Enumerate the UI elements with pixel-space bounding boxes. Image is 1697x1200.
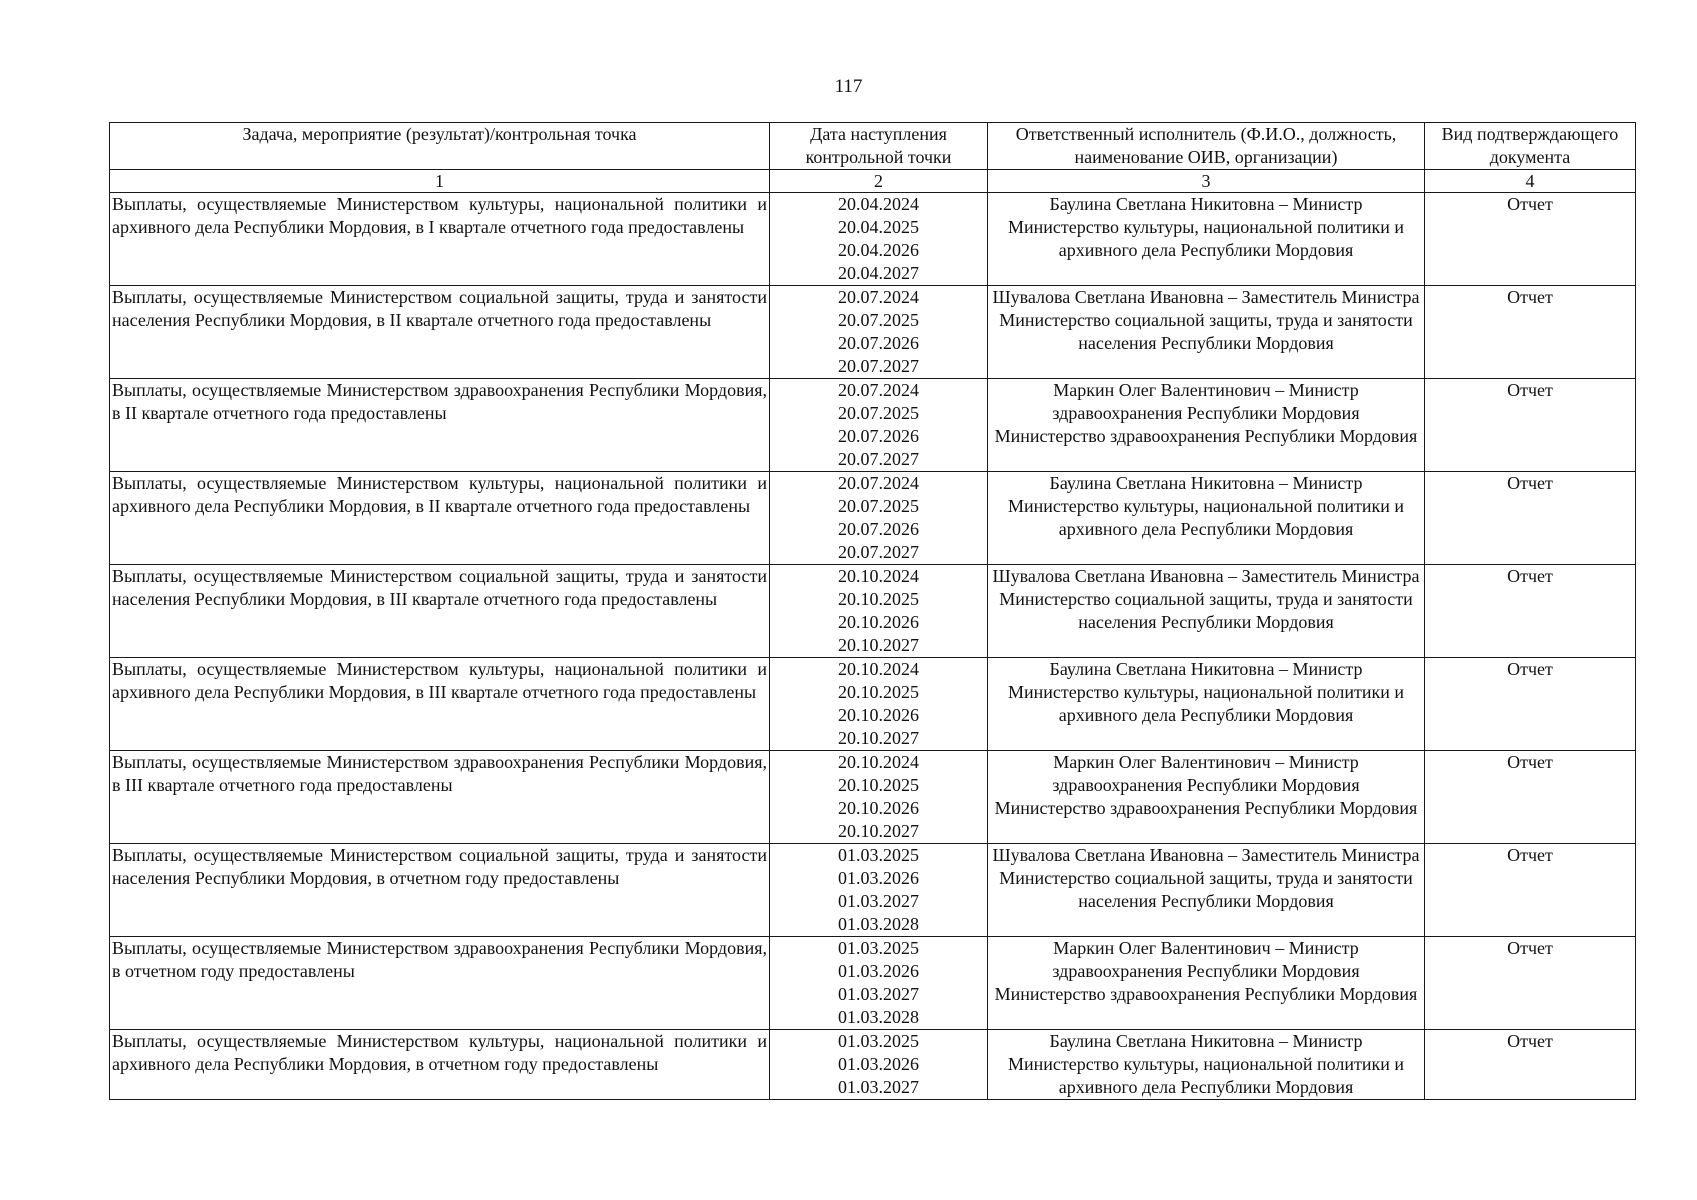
column-number-row: [110, 170, 1636, 193]
task-cell: Выплаты, осуществляемые Министерством культуры, национальной политики и архивного дела Республики Мордовия, в I квартале отчетного года предоставлены: [110, 193, 770, 286]
responsible-cell: [988, 193, 1425, 286]
responsible-cell: [988, 565, 1425, 658]
responsible-person: Маркин Олег Валентинович – Министр здравоохранения Республики Мордовия: [1052, 380, 1360, 423]
control-date: 01.03.2026: [838, 868, 919, 888]
control-date: 01.03.2027: [838, 1077, 919, 1097]
task-cell: Выплаты, осуществляемые Министерством здравоохранения Республики Мордовия, в отчетном году предоставлены: [110, 937, 770, 1030]
control-date: 20.07.2025: [838, 496, 919, 516]
header-document: Вид подтверждающего документа: [1425, 123, 1636, 170]
table-row: [110, 1030, 1636, 1100]
responsible-organization: Министерство культуры, национальной политики и архивного дела Республики Мордовия: [1007, 1054, 1405, 1097]
dates-cell: [770, 1030, 988, 1100]
task-cell: Выплаты, осуществляемые Министерством социальной защиты, труда и занятости населения Республики Мордовия, в II квартале отчетного года предоставлены: [110, 286, 770, 379]
header-responsible: Ответственный исполнитель (Ф.И.О., должность, наименование ОИВ, организации): [988, 123, 1425, 170]
column-number: 2: [770, 170, 988, 193]
control-date: 01.03.2027: [838, 984, 919, 1004]
control-date: 20.10.2024: [838, 752, 919, 772]
responsible-organization: Министерство здравоохранения Республики Мордовия: [994, 798, 1418, 818]
task-cell: Выплаты, осуществляемые Министерством культуры, национальной политики и архивного дела Республики Мордовия, в II квартале отчетного года предоставлены: [110, 472, 770, 565]
document-type-cell: Отчет: [1425, 844, 1636, 937]
control-date: 20.10.2027: [838, 728, 919, 748]
table-row: [110, 286, 1636, 379]
responsible-cell: [988, 1030, 1425, 1100]
responsible-organization: Министерство культуры, национальной политики и архивного дела Республики Мордовия: [1007, 496, 1405, 539]
dates-cell: [770, 751, 988, 844]
dates-cell: [770, 472, 988, 565]
control-date: 20.07.2024: [838, 380, 919, 400]
dates-cell: [770, 193, 988, 286]
control-date: 20.10.2024: [838, 566, 919, 586]
document-type-cell: Отчет: [1425, 193, 1636, 286]
control-date: 20.07.2026: [838, 519, 919, 539]
dates-cell: [770, 937, 988, 1030]
control-date: 20.10.2027: [838, 635, 919, 655]
responsible-person: Баулина Светлана Никитовна – Министр: [1049, 1031, 1363, 1051]
document-type-cell: Отчет: [1425, 937, 1636, 1030]
control-date: 01.03.2026: [838, 961, 919, 981]
table-body: [110, 193, 1636, 1100]
control-date: 20.10.2025: [838, 589, 919, 609]
control-date: 01.03.2028: [838, 914, 919, 934]
control-date: 20.10.2027: [838, 821, 919, 841]
table-row: [110, 193, 1636, 286]
table-row: [110, 379, 1636, 472]
dates-cell: [770, 658, 988, 751]
header-task: Задача, мероприятие (результат)/контрольная точка: [110, 123, 770, 170]
document-type-cell: Отчет: [1425, 379, 1636, 472]
control-date: 20.07.2025: [838, 310, 919, 330]
responsible-organization: Министерство здравоохранения Республики Мордовия: [994, 426, 1418, 446]
document-type-cell: Отчет: [1425, 751, 1636, 844]
responsible-organization: Министерство культуры, национальной политики и архивного дела Республики Мордовия: [1007, 217, 1405, 260]
table-row: [110, 844, 1636, 937]
responsible-organization: Министерство культуры, национальной политики и архивного дела Республики Мордовия: [1007, 682, 1405, 725]
responsible-person: Шувалова Светлана Ивановна – Заместитель Министра: [992, 287, 1420, 307]
task-cell: Выплаты, осуществляемые Министерством социальной защиты, труда и занятости населения Республики Мордовия, в III квартале отчетного года предоставлены: [110, 565, 770, 658]
control-date: 20.10.2025: [838, 682, 919, 702]
responsible-person: Шувалова Светлана Ивановна – Заместитель Министра: [992, 845, 1420, 865]
responsible-cell: [988, 937, 1425, 1030]
control-date: 20.04.2025: [838, 217, 919, 237]
responsible-cell: [988, 472, 1425, 565]
control-date: 01.03.2028: [838, 1007, 919, 1027]
dates-cell: [770, 286, 988, 379]
control-date: 20.10.2024: [838, 659, 919, 679]
control-date: 20.07.2027: [838, 356, 919, 376]
responsible-cell: [988, 844, 1425, 937]
table-row: [110, 937, 1636, 1030]
control-date: 20.04.2024: [838, 194, 919, 214]
control-date: 20.07.2025: [838, 403, 919, 423]
control-date: 20.07.2024: [838, 287, 919, 307]
table-row: [110, 751, 1636, 844]
control-date: 20.10.2026: [838, 705, 919, 725]
control-points-table: [109, 122, 1636, 1100]
dates-cell: [770, 844, 988, 937]
task-cell: Выплаты, осуществляемые Министерством здравоохранения Республики Мордовия, в II квартале отчетного года предоставлены: [110, 379, 770, 472]
control-date: 20.07.2027: [838, 542, 919, 562]
control-date: 20.10.2025: [838, 775, 919, 795]
table-row: [110, 472, 1636, 565]
responsible-person: Баулина Светлана Никитовна – Министр: [1049, 194, 1363, 214]
responsible-person: Баулина Светлана Никитовна – Министр: [1049, 659, 1363, 679]
document-type-cell: Отчет: [1425, 565, 1636, 658]
control-date: 20.07.2026: [838, 426, 919, 446]
control-date: 01.03.2025: [838, 845, 919, 865]
control-date: 20.04.2026: [838, 240, 919, 260]
responsible-person: Маркин Олег Валентинович – Министр здравоохранения Республики Мордовия: [1052, 938, 1360, 981]
control-date: 01.03.2026: [838, 1054, 919, 1074]
dates-cell: [770, 379, 988, 472]
column-number: 4: [1425, 170, 1636, 193]
header-date: Дата наступления контрольной точки: [770, 123, 988, 170]
page-number: 117: [834, 76, 863, 97]
responsible-organization: Министерство социальной защиты, труда и занятости населения Республики Мордовия: [999, 589, 1413, 632]
task-cell: Выплаты, осуществляемые Министерством культуры, национальной политики и архивного дела Республики Мордовия, в отчетном году предоставлены: [110, 1030, 770, 1100]
task-cell: Выплаты, осуществляемые Министерством социальной защиты, труда и занятости населения Республики Мордовия, в отчетном году предоставлены: [110, 844, 770, 937]
column-number: 1: [110, 170, 770, 193]
responsible-cell: [988, 286, 1425, 379]
responsible-cell: [988, 751, 1425, 844]
control-date: 01.03.2025: [838, 938, 919, 958]
document-type-cell: Отчет: [1425, 286, 1636, 379]
document-type-cell: Отчет: [1425, 472, 1636, 565]
table-row: [110, 658, 1636, 751]
control-date: 20.07.2026: [838, 333, 919, 353]
control-date: 20.04.2027: [838, 263, 919, 283]
responsible-cell: [988, 658, 1425, 751]
column-number: 3: [988, 170, 1425, 193]
document-type-cell: Отчет: [1425, 1030, 1636, 1100]
task-cell: Выплаты, осуществляемые Министерством здравоохранения Республики Мордовия, в III квартале отчетного года предоставлены: [110, 751, 770, 844]
control-date: 01.03.2027: [838, 891, 919, 911]
responsible-cell: [988, 379, 1425, 472]
responsible-person: Маркин Олег Валентинович – Министр здравоохранения Республики Мордовия: [1052, 752, 1360, 795]
control-date: 20.07.2024: [838, 473, 919, 493]
responsible-organization: Министерство здравоохранения Республики Мордовия: [994, 984, 1418, 1004]
responsible-person: Шувалова Светлана Ивановна – Заместитель Министра: [992, 566, 1420, 586]
table-row: [110, 565, 1636, 658]
table-header-row: [110, 123, 1636, 170]
control-date: 20.10.2026: [838, 798, 919, 818]
responsible-person: Баулина Светлана Никитовна – Министр: [1049, 473, 1363, 493]
control-date: 01.03.2025: [838, 1031, 919, 1051]
control-date: 20.10.2026: [838, 612, 919, 632]
document-type-cell: Отчет: [1425, 658, 1636, 751]
responsible-organization: Министерство социальной защиты, труда и занятости населения Республики Мордовия: [999, 868, 1413, 911]
responsible-organization: Министерство социальной защиты, труда и занятости населения Республики Мордовия: [999, 310, 1413, 353]
dates-cell: [770, 565, 988, 658]
task-cell: Выплаты, осуществляемые Министерством культуры, национальной политики и архивного дела Республики Мордовия, в III квартале отчетного года предоставлены: [110, 658, 770, 751]
control-date: 20.07.2027: [838, 449, 919, 469]
